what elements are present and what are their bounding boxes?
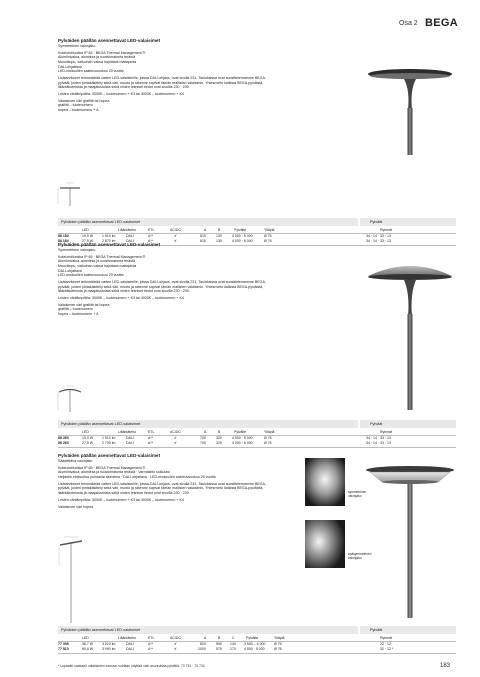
spec-line: DALI-ohjattava: [58, 64, 82, 69]
col-header: AC/DC: [170, 430, 181, 434]
col-header: LED: [82, 430, 89, 434]
spec-line: Kotelointiluokka IP 65 · BEGA Thermal Management ®: [58, 254, 146, 259]
col-header: C: [232, 636, 235, 640]
lumen: 2 870 lm: [102, 239, 116, 243]
band-label: Pylväiden päällän asennettavat LED-valaisimet: [61, 220, 141, 224]
control: DALI: [126, 239, 134, 243]
band-label: Pylväiden päällän asennettavat LED-valaisimet: [61, 422, 141, 426]
col-header: ETL: [148, 636, 155, 640]
subtitle: Symmetrinen valonjako: [58, 248, 96, 252]
power: 19,0 W: [82, 436, 94, 440]
acdc: ✔: [174, 647, 177, 651]
col-header: Ylläpiä: [274, 636, 285, 640]
dim-c: 170: [230, 647, 236, 651]
pole-diameter: Ø 76: [264, 441, 272, 445]
dim-a: 700: [200, 436, 206, 440]
product-2-description: [58, 248, 273, 319]
spec-line: Kotelointiluokka IP 65 · BEGA Thermal Management ®: [58, 50, 146, 55]
pole-groups: 22 · 12: [380, 642, 391, 646]
divider: [58, 447, 456, 448]
dim-b: 590: [216, 642, 222, 646]
etl: A**: [148, 239, 154, 243]
accessory-paragraph: Lisätarvikkeet tehomäärää varten LED-valaisimille, joissa DALI-ohjaus, ovat sivulla 231. Tauluksissa ovat suosittelemamme BEGA-pylväät, joiden pintakäsittely sekä väri, muoto ja rakenne sopivat tämän mallisten valaisimin. Yhtesnveto kaikista BEGA-pylväistä, liitäntäkotelosta ja maajalustoista sekä niiden tekniset tiedot ovat sivuilla 230 · 239.: [58, 279, 267, 294]
article-number: 88 184: [58, 239, 69, 243]
product-1-photo: [360, 50, 460, 155]
pole-groups: 32 · 12 *: [380, 647, 394, 651]
col-header: B: [218, 430, 221, 434]
spec-line: Kotelointiluokka IP 65 · BEGA Thermal Management ®: [58, 465, 146, 470]
pole-groups: 34 · 14 · 33 · 13: [366, 436, 391, 440]
dim-b: 320: [216, 436, 222, 440]
product-3-photo: [360, 458, 460, 618]
spec-line: Heijastin eloksoitua puhdasta alumiinia · DALI-ohjattava · LED-moduulien sasteuvuuskuu 20 vuotta: [58, 474, 216, 479]
dimension-drawing: [56, 535, 90, 625]
subtitle: Säädettävä valonjako: [58, 459, 93, 463]
power: 38,7 W: [82, 642, 94, 646]
dim-a: 700: [200, 441, 206, 445]
color-temp-line: Leiden värilämpötila: 3000K – tuotenumero + K3 tai 4000K – tuotenumero + K4: [58, 295, 184, 300]
pole-diameter: Ø 76: [274, 642, 282, 646]
col-header: ETL: [148, 430, 155, 434]
col-header: Ryhmät: [380, 636, 393, 640]
band-label: Pylväät: [370, 422, 383, 426]
lumen: 1 910 lm: [102, 234, 116, 238]
article-number: 88 263: [58, 441, 69, 445]
etl: A**: [148, 647, 154, 651]
dimension-drawing: [56, 180, 86, 208]
col-header: AC/DC: [170, 228, 181, 232]
acdc: ✔: [174, 239, 177, 243]
spec-line: Alumiinivalua, alumiinia ja ruostumatonta terästä: [58, 55, 136, 60]
product-1-title: Pylväiden päällän asennettavat LED-valaisimet: [58, 38, 161, 43]
table-3-header-band: [58, 626, 358, 634]
control: DALI: [126, 647, 134, 651]
spec-line: LED-moduulien sasteuvuuskuu 20 vuotta: [58, 273, 124, 278]
light-distribution-asymmetric: [305, 520, 345, 568]
caption-asymmetric: epäsymmetrinen valonjako: [348, 552, 372, 560]
dim-b: 130: [216, 234, 222, 238]
section-label: Osa 2: [399, 20, 418, 27]
acdc: ✔: [174, 441, 177, 445]
col-header: Liitäntäteho: [118, 430, 137, 434]
band-label: Pylväät: [370, 220, 383, 224]
accessory-paragraph: Lisätarvikkeet tehomäärää varten LED-valaisimille, joissa DALI-ohjaus, ovat sivulla 231. Tauluksissa ovat suosittelemamme BEGA-pylväät, joiden pintakäsittely sekä väri, muoto ja rakenne sopivat tämän mallisten valaisimin. Yhtesnveto kaikista BEGA-pylväistä, liitäntäkotelosta ja maajalustoista sekä niiden tekniset tiedot ovat sivuilla 230 · 239.: [58, 481, 267, 495]
spec-line: LED-moduulien sasteuvuuskuu 20 vuotta: [58, 69, 124, 74]
lumen: 2 700 lm: [102, 441, 116, 445]
table-2-header-band: [58, 420, 358, 428]
pole-height: 4 000 · 5 000: [232, 436, 253, 440]
etl: A**: [148, 234, 154, 238]
spec-line: Muovikupu, valkoinen vaksa hajottava mattapinta: [58, 263, 137, 268]
table-1-header-band-right: [360, 218, 456, 226]
col-header: Ylläpiä: [264, 228, 275, 232]
dimension-drawing: [56, 384, 86, 414]
dim-a: 800: [200, 642, 206, 646]
table-2-header-band-right: [360, 420, 456, 428]
article-number: 77 510: [58, 647, 69, 651]
brand-logo: BEGA: [425, 17, 458, 29]
spec-line: DALI-ohjattava: [58, 268, 82, 273]
accessory-paragraph: Lisätarvikkeet tehomäärää varten LED-valaisimille, joissa DALI-ohjaus, ovat sivulla 231. Tauluksissa ovat suosittelemamme BEGA-pylväät, joiden pintakäsittely sekä väri, muoto ja rakenne sopivat tämän mallisten valaisimin. Yhtesnveto kaikista BEGA-pylväistä, liitäntäkotelosta ja maajalustoista sekä niiden tekniset tiedot ovat sivuilla 230 · 239.: [58, 75, 267, 90]
pole-groups: 34 · 14 · 33 · 13: [366, 441, 391, 445]
color-line: hopea – tuotenumero + A: [58, 311, 99, 316]
page-number: 183: [440, 663, 451, 669]
band-label: Pylväät: [370, 628, 383, 632]
col-header: ETL: [148, 228, 155, 232]
product-3-description: [58, 459, 273, 511]
col-header: Pylväite: [234, 228, 247, 232]
caption-symmetric: symmetrinen valonjako: [348, 490, 367, 498]
spec-line: Alumiinivalua, alumiinia ja ruostumatonta terästä · Varmakiito suikulasi: [58, 470, 170, 475]
col-header: A: [204, 636, 207, 640]
col-header: Ylläpiä: [264, 430, 275, 434]
article-number: 88 260: [58, 436, 69, 440]
footnote: * Lupaatin vaakaeh valaisimien kanssa: voidaan käyttää vain asunnassa pylväitä: 70 731 · 70 734: [58, 664, 205, 668]
pole-diameter: Ø 76: [274, 647, 282, 651]
col-header: Pylväite: [234, 430, 247, 434]
article-number: 88 180: [58, 234, 69, 238]
table-row: [58, 647, 456, 652]
pole-diameter: Ø 76: [264, 234, 272, 238]
power: 27,5 W: [82, 239, 94, 243]
color-line: Valaisimen väri grafiitti tai hopea: [58, 98, 110, 103]
table-row: [58, 441, 456, 446]
dim-b: 130: [216, 239, 222, 243]
dim-a: 1000: [198, 647, 206, 651]
divider: [58, 653, 456, 654]
pole-height: 4 500 · 5 000: [244, 647, 265, 651]
light-distribution-symmetric: [305, 458, 345, 506]
power: 19,0 W: [82, 234, 94, 238]
table-1-header-band: [58, 218, 358, 226]
col-header: AC/DC: [170, 636, 181, 640]
subtitle: Symmetrinen valonjako: [58, 44, 96, 48]
lumen: 3 210 lm: [102, 642, 116, 646]
product-2-title: Pylväiden päällän asennettavat LED-valaisimet: [58, 242, 161, 247]
dim-b: 575: [216, 647, 222, 651]
col-header: Ryhmät: [380, 430, 393, 434]
color-temp-line: Leiden värilämpötila: 3000K – tuotenumero + K3 tai 4000K – tuotenumero + K4: [58, 91, 184, 96]
col-header: B: [218, 636, 221, 640]
control: DALI: [126, 436, 134, 440]
col-header: A: [204, 430, 207, 434]
article-number: 77 398: [58, 642, 69, 646]
pole-groups: 34 · 14 · 33 · 13: [366, 234, 391, 238]
col-header: A: [204, 228, 207, 232]
dim-b: 320: [216, 441, 222, 445]
lumen: 1 910 lm: [102, 436, 116, 440]
dim-c: 140: [230, 642, 236, 646]
control: DALI: [126, 441, 134, 445]
power: 60,6 W: [82, 647, 94, 651]
pole-groups: 34 · 14 · 33 · 13: [366, 239, 391, 243]
control: DALI: [126, 642, 134, 646]
pole-height: 4 000 · 5 000: [232, 234, 253, 238]
spec-line: Alumiinivalua, alumiinia ja ruostumatonta terästä: [58, 259, 136, 264]
product-2-photo: [360, 250, 460, 410]
pole-diameter: Ø 76: [264, 239, 272, 243]
band-label: Pylväiden päällän asennettavat LED-valaisimet: [61, 628, 141, 632]
col-header: Liitäntäteho: [118, 636, 137, 640]
color-line: grafiitti – tuotenumero: [58, 103, 93, 108]
color-line: Valaisimen väri hopea: [58, 504, 94, 509]
spec-line: Muovikupu, valkoinen vaksa hajottava mattapinta: [58, 59, 137, 64]
col-header: Ryhmät: [380, 228, 393, 232]
acdc: ✔: [174, 436, 177, 440]
product-1-description: [58, 44, 273, 115]
dim-a: 615: [200, 234, 206, 238]
color-line: Valaisimen väri grafiitti tai hopea: [58, 302, 110, 307]
lumen: 3 990 lm: [102, 647, 116, 651]
pole-height: 4 000 · 6 000: [232, 441, 253, 445]
col-header: B: [218, 228, 221, 232]
acdc: ✔: [174, 234, 177, 238]
col-header: LED: [82, 636, 89, 640]
table-3-header-band-right: [360, 626, 456, 634]
col-header: Pylväite: [246, 636, 259, 640]
etl: A**: [148, 642, 154, 646]
pole-diameter: Ø 76: [264, 436, 272, 440]
col-header: Liitäntäteho: [118, 228, 137, 232]
pole-height: 3 500 – 4 000: [244, 642, 266, 646]
col-header: LED: [82, 228, 89, 232]
etl: A**: [148, 441, 154, 445]
dim-a: 615: [200, 239, 206, 243]
etl: A**: [148, 436, 154, 440]
product-3-title: Pylväiden päällän asennettavat LED-valaisimet: [58, 453, 161, 458]
control: DALI: [126, 234, 134, 238]
power: 27,5 W: [82, 441, 94, 445]
color-line: grafiitti – tuotenumero: [58, 307, 93, 312]
acdc: ✔: [174, 642, 177, 646]
color-temp-line: Leiden värilämpötila: 3000K – tuotenumero + K3 tai 4000K – tuotenumero + K4: [58, 497, 184, 502]
color-line: hopea – tuotenumero + A: [58, 107, 99, 112]
pole-height: 4 000 · 6 000: [232, 239, 253, 243]
